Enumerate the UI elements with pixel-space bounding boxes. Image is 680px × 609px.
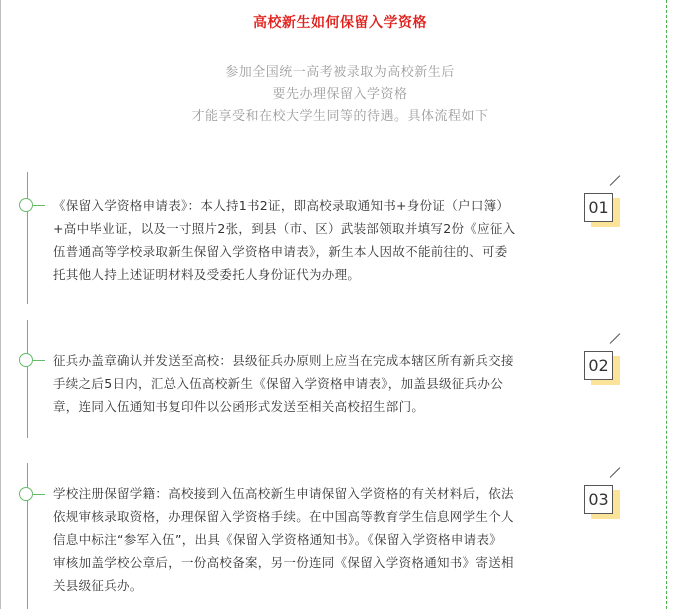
timeline-line: [27, 172, 28, 304]
timeline-node-icon: [19, 487, 33, 501]
timeline-connector: [33, 494, 45, 495]
timeline-line: [27, 320, 28, 438]
step-text-line: +高中毕业证，以及一寸照片2张，到县（市、区）武装部领取并填写2份《应征入: [53, 221, 516, 236]
step-text-line: 手续之后5日内，汇总入伍高校新生《保留入学资格申请表》，加盖县级征兵办公: [53, 376, 504, 391]
step-number-badge: [584, 479, 628, 523]
step-number: 03: [584, 485, 613, 514]
timeline-connector: [33, 360, 45, 361]
page-title: 高校新生如何保留入学资格: [253, 15, 427, 31]
intro-line: 参加全国统一高考被录取为高校新生后: [225, 65, 455, 80]
intro-text: [0, 62, 680, 128]
step-text-line: 章，连同入伍通知书复印件以公函形式发送至相关高校招生部门。: [53, 399, 425, 414]
step-text-line: 依规审核录取资格，办理保留入学资格手续。在中国高等教育学生信息网学生个人: [53, 509, 514, 524]
step-text-line: 审核加盖学校公章后，一份高校备案，另一份连同《保留入学资格通知书》寄送相: [53, 555, 514, 570]
intro-line: 才能享受和在校大学生同等的待遇。具体流程如下: [191, 109, 489, 124]
step-text-line: 征兵办盖章确认并发送至高校：县级征兵办原则上应当在完成本辖区所有新兵交接: [53, 353, 514, 368]
step-number-badge: [584, 187, 628, 231]
step-text-line: 《保留入学资格申请表》：本人持1书2证，即高校录取通知书+身份证（户口簿）: [53, 198, 510, 213]
step-number-badge: [584, 345, 628, 389]
step-text: [53, 482, 535, 597]
step-number: 02: [584, 351, 613, 380]
timeline-line: [27, 463, 28, 609]
step-text: [53, 349, 535, 418]
step-text-line: 关县级征兵办。: [53, 578, 143, 593]
timeline-node-icon: [19, 198, 33, 212]
step-text-line: 伍普通高等学校录取新生保留入学资格申请表》，新生本人因故不能前往的、可委: [53, 244, 508, 259]
timeline-connector: [33, 205, 45, 206]
step-number: 01: [584, 193, 613, 222]
step-text: [53, 194, 535, 286]
timeline-node-icon: [19, 353, 33, 367]
step-text-line: 托其他人持上述证明材料及受委托人身份证代为办理。: [53, 267, 361, 282]
step-text-line: 学校注册保留学籍：高校接到入伍高校新生申请保留入学资格的有关材料后，依法: [53, 486, 514, 501]
step-text-line: 信息中标注“参军入伍”，出具《保留入学资格通知书》。《保留入学资格申请表》: [53, 532, 503, 547]
intro-line: 要先办理保留入学资格: [272, 87, 408, 102]
